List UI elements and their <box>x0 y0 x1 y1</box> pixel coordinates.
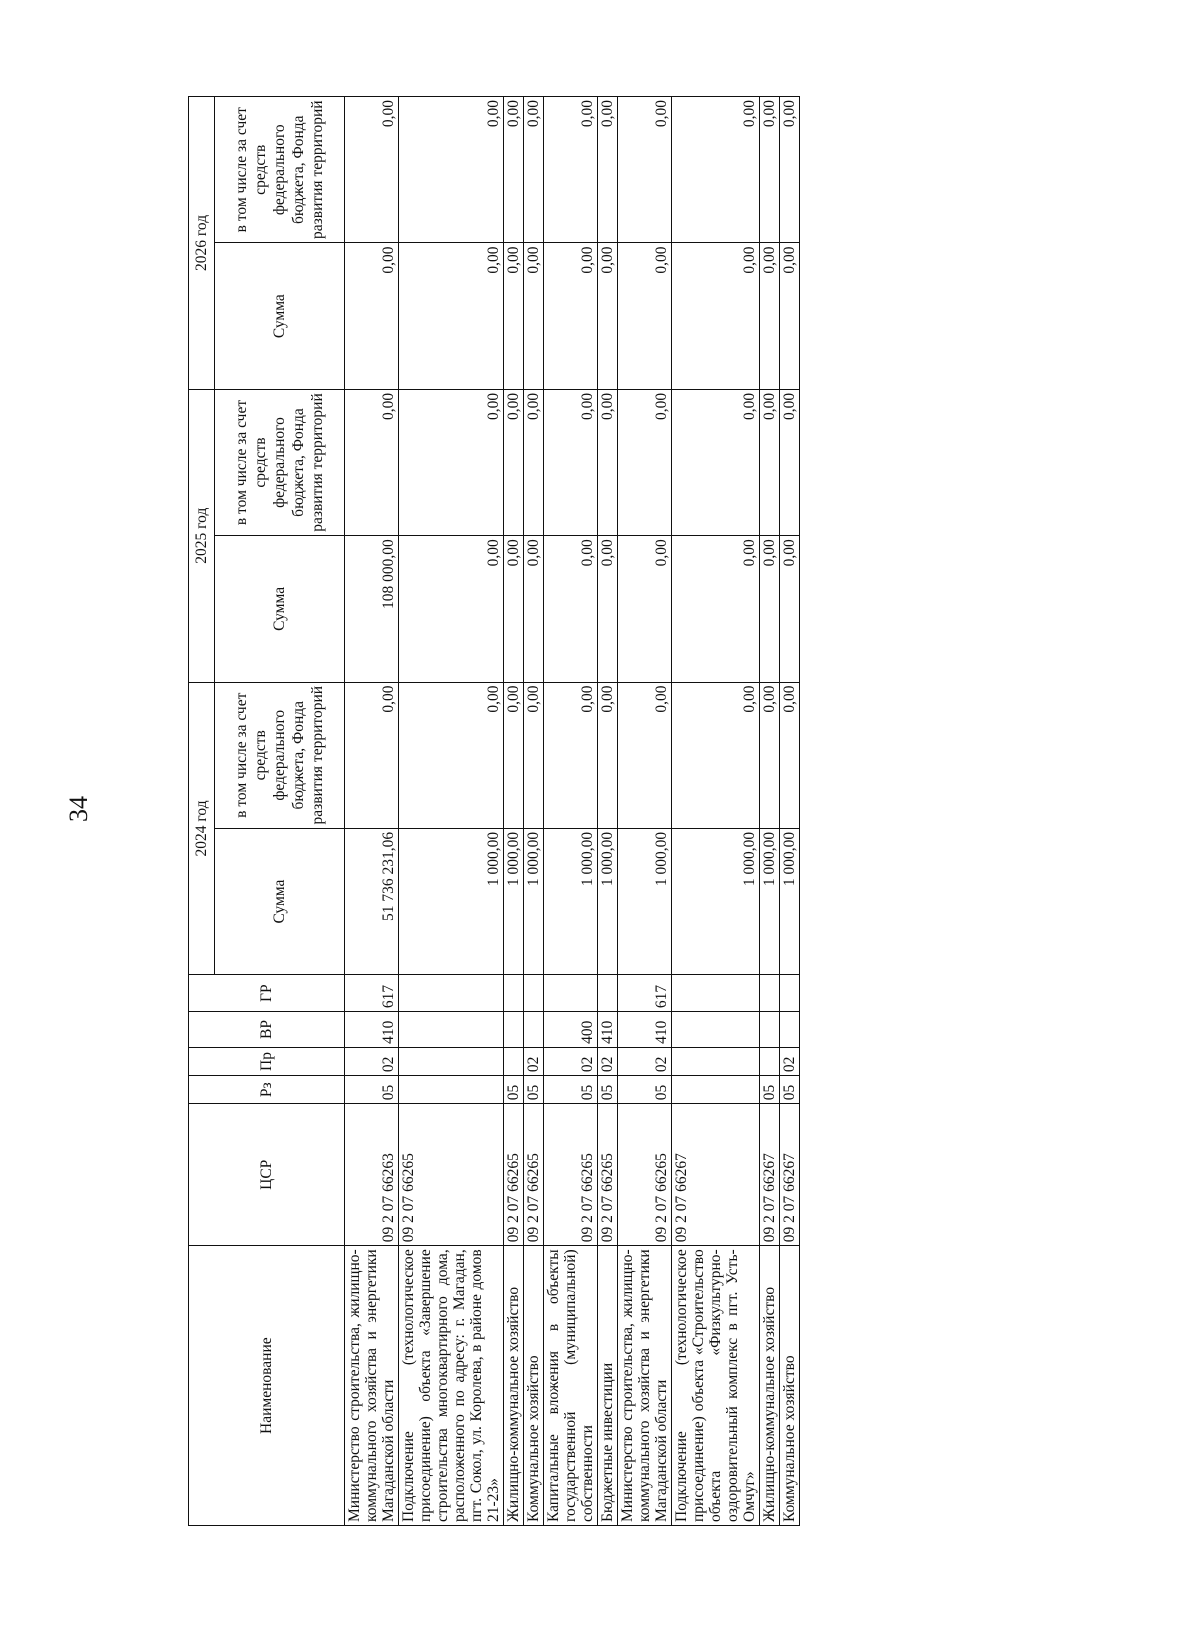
cell-vr: 400 <box>544 1012 598 1048</box>
cell-name: Жилищно-коммунальное хозяйство <box>504 1246 524 1526</box>
cell-pr <box>399 1047 504 1075</box>
cell-sum-2024: 1 000,00 <box>780 828 800 974</box>
cell-name: Жилищно-коммунальное хозяйство <box>760 1246 780 1526</box>
cell-sum-2025: 108 000,00 <box>345 536 399 682</box>
cell-name: Коммунальное хозяйство <box>524 1246 544 1526</box>
cell-fed-2025: 0,00 <box>618 389 672 535</box>
table-row <box>780 97 800 1526</box>
header-gr: ГР <box>189 975 345 1012</box>
header-year-2024: 2024 год <box>189 682 215 975</box>
cell-pr: 02 <box>524 1047 544 1075</box>
cell-sum-2025: 0,00 <box>399 536 504 682</box>
header-year-2025: 2025 год <box>189 389 215 682</box>
cell-name: Бюджетные инвестиции <box>598 1246 618 1526</box>
cell-fed-2025: 0,00 <box>780 389 800 535</box>
cell-sum-2025: 0,00 <box>780 536 800 682</box>
cell-fed-2026: 0,00 <box>345 97 399 243</box>
cell-name: Министерство строительства, жилищно-коммунального хозяйства и энергетики Магаданской области <box>345 1246 399 1526</box>
cell-sum-2024: 1 000,00 <box>399 828 504 974</box>
cell-fed-2024: 0,00 <box>760 682 780 828</box>
cell-sum-2025: 0,00 <box>672 536 760 682</box>
cell-sum-2024: 1 000,00 <box>618 828 672 974</box>
cell-fed-2024: 0,00 <box>544 682 598 828</box>
header-sum-2026: Сумма <box>215 243 345 389</box>
cell-fed-2024: 0,00 <box>399 682 504 828</box>
cell-csr: 09 2 07 66265 <box>544 1104 598 1246</box>
header-rz: Рз <box>189 1076 345 1104</box>
cell-sum-2024: 1 000,00 <box>598 828 618 974</box>
cell-name: Коммунальное хозяйство <box>780 1246 800 1526</box>
cell-fed-2024: 0,00 <box>345 682 399 828</box>
cell-fed-2026: 0,00 <box>672 97 760 243</box>
cell-rz: 05 <box>544 1076 598 1104</box>
cell-csr: 09 2 07 66265 <box>618 1104 672 1246</box>
cell-csr: 09 2 07 66265 <box>598 1104 618 1246</box>
table-row <box>760 97 780 1526</box>
cell-gr <box>760 975 780 1012</box>
cell-gr <box>524 975 544 1012</box>
cell-pr <box>760 1047 780 1075</box>
table-row <box>598 97 618 1526</box>
cell-pr: 02 <box>618 1047 672 1075</box>
cell-gr: 617 <box>345 975 399 1012</box>
cell-csr: 09 2 07 66267 <box>780 1104 800 1246</box>
cell-sum-2025: 0,00 <box>524 536 544 682</box>
header-vr: ВР <box>189 1012 345 1048</box>
cell-fed-2025: 0,00 <box>598 389 618 535</box>
table-row <box>672 97 760 1526</box>
cell-rz: 05 <box>524 1076 544 1104</box>
cell-fed-2024: 0,00 <box>672 682 760 828</box>
cell-name: Подключение (технологическое присоединение) объекта «Строительство объекта «Физкультурно-оздоровительный комплекс в пгт. Усть-Омчуг» <box>672 1246 760 1526</box>
cell-sum-2026: 0,00 <box>399 243 504 389</box>
cell-csr: 09 2 07 66265 <box>399 1104 504 1246</box>
cell-csr: 09 2 07 66265 <box>524 1104 544 1246</box>
cell-gr <box>544 975 598 1012</box>
cell-rz <box>399 1076 504 1104</box>
cell-sum-2026: 0,00 <box>345 243 399 389</box>
cell-gr <box>399 975 504 1012</box>
cell-vr: 410 <box>345 1012 399 1048</box>
cell-fed-2025: 0,00 <box>504 389 524 535</box>
cell-pr: 02 <box>544 1047 598 1075</box>
cell-gr <box>780 975 800 1012</box>
cell-rz: 05 <box>780 1076 800 1104</box>
page-number: 34 <box>64 796 93 822</box>
cell-fed-2026: 0,00 <box>524 97 544 243</box>
cell-csr: 09 2 07 66263 <box>345 1104 399 1246</box>
cell-rz: 05 <box>760 1076 780 1104</box>
cell-sum-2024: 1 000,00 <box>524 828 544 974</box>
cell-sum-2026: 0,00 <box>672 243 760 389</box>
cell-vr <box>504 1012 524 1048</box>
cell-fed-2026: 0,00 <box>399 97 504 243</box>
cell-sum-2026: 0,00 <box>598 243 618 389</box>
cell-fed-2024: 0,00 <box>618 682 672 828</box>
cell-rz: 05 <box>598 1076 618 1104</box>
cell-vr <box>399 1012 504 1048</box>
table-body <box>345 97 800 1526</box>
cell-sum-2026: 0,00 <box>780 243 800 389</box>
cell-sum-2024: 1 000,00 <box>760 828 780 974</box>
table-row <box>544 97 598 1526</box>
header-fed-2024: в том числе за счет средств федерального бюджета, Фонда развития территорий <box>215 682 345 828</box>
cell-pr: 02 <box>598 1047 618 1075</box>
budget-table <box>188 96 800 1526</box>
table-row <box>504 97 524 1526</box>
header-fed-2026: в том числе за счет средств федерального бюджета, Фонда развития территорий <box>215 97 345 243</box>
cell-fed-2026: 0,00 <box>760 97 780 243</box>
cell-vr <box>524 1012 544 1048</box>
cell-sum-2025: 0,00 <box>598 536 618 682</box>
table-row <box>345 97 399 1526</box>
cell-fed-2025: 0,00 <box>399 389 504 535</box>
cell-vr <box>780 1012 800 1048</box>
table-row <box>399 97 504 1526</box>
cell-sum-2024: 1 000,00 <box>672 828 760 974</box>
cell-fed-2026: 0,00 <box>504 97 524 243</box>
header-pr: Пр <box>189 1047 345 1075</box>
cell-fed-2025: 0,00 <box>760 389 780 535</box>
cell-sum-2025: 0,00 <box>544 536 598 682</box>
cell-vr <box>760 1012 780 1048</box>
cell-rz: 05 <box>504 1076 524 1104</box>
cell-sum-2024: 51 736 231,06 <box>345 828 399 974</box>
cell-fed-2024: 0,00 <box>524 682 544 828</box>
cell-csr: 09 2 07 66265 <box>504 1104 524 1246</box>
cell-sum-2026: 0,00 <box>544 243 598 389</box>
cell-sum-2025: 0,00 <box>504 536 524 682</box>
cell-sum-2024: 1 000,00 <box>504 828 524 974</box>
cell-sum-2026: 0,00 <box>618 243 672 389</box>
cell-name: Капитальные вложения в объекты государственной (муниципальной) собственности <box>544 1246 598 1526</box>
cell-fed-2026: 0,00 <box>544 97 598 243</box>
cell-sum-2026: 0,00 <box>504 243 524 389</box>
cell-pr <box>504 1047 524 1075</box>
header-fed-2025: в том числе за счет средств федерального бюджета, Фонда развития территорий <box>215 389 345 535</box>
table-row <box>618 97 672 1526</box>
cell-csr: 09 2 07 66267 <box>672 1104 760 1246</box>
cell-vr: 410 <box>618 1012 672 1048</box>
cell-vr: 410 <box>598 1012 618 1048</box>
cell-fed-2025: 0,00 <box>672 389 760 535</box>
header-year-2026: 2026 год <box>189 97 215 390</box>
cell-sum-2025: 0,00 <box>618 536 672 682</box>
cell-fed-2025: 0,00 <box>345 389 399 535</box>
cell-name: Министерство строительства, жилищно-коммунального хозяйства и энергетики Магаданской области <box>618 1246 672 1526</box>
cell-vr <box>672 1012 760 1048</box>
cell-fed-2024: 0,00 <box>780 682 800 828</box>
cell-pr: 02 <box>780 1047 800 1075</box>
cell-fed-2025: 0,00 <box>544 389 598 535</box>
cell-rz: 05 <box>345 1076 399 1104</box>
cell-gr <box>504 975 524 1012</box>
cell-csr: 09 2 07 66267 <box>760 1104 780 1246</box>
cell-gr: 617 <box>618 975 672 1012</box>
cell-fed-2025: 0,00 <box>524 389 544 535</box>
cell-fed-2026: 0,00 <box>618 97 672 243</box>
header-sum-2024: Сумма <box>215 828 345 974</box>
table-header <box>189 97 345 1526</box>
cell-pr: 02 <box>345 1047 399 1075</box>
cell-rz: 05 <box>618 1076 672 1104</box>
cell-sum-2024: 1 000,00 <box>544 828 598 974</box>
cell-gr <box>598 975 618 1012</box>
cell-fed-2026: 0,00 <box>598 97 618 243</box>
cell-rz <box>672 1076 760 1104</box>
cell-name: Подключение (технологическое присоединение) объекта «Завершение строительства многоквартирного дома, расположенного по адресу: г. Магадан, пгт. Сокол, ул. Королева, в районе домов 21-23» <box>399 1246 504 1526</box>
cell-fed-2024: 0,00 <box>504 682 524 828</box>
cell-sum-2026: 0,00 <box>760 243 780 389</box>
cell-pr <box>672 1047 760 1075</box>
header-sum-2025: Сумма <box>215 536 345 682</box>
cell-fed-2024: 0,00 <box>598 682 618 828</box>
cell-sum-2026: 0,00 <box>524 243 544 389</box>
header-name: Наименование <box>189 1246 345 1526</box>
rotated-table-container <box>188 96 1063 1526</box>
cell-fed-2026: 0,00 <box>780 97 800 243</box>
cell-gr <box>672 975 760 1012</box>
header-csr: ЦСР <box>189 1104 345 1246</box>
table-row <box>524 97 544 1526</box>
cell-sum-2025: 0,00 <box>760 536 780 682</box>
